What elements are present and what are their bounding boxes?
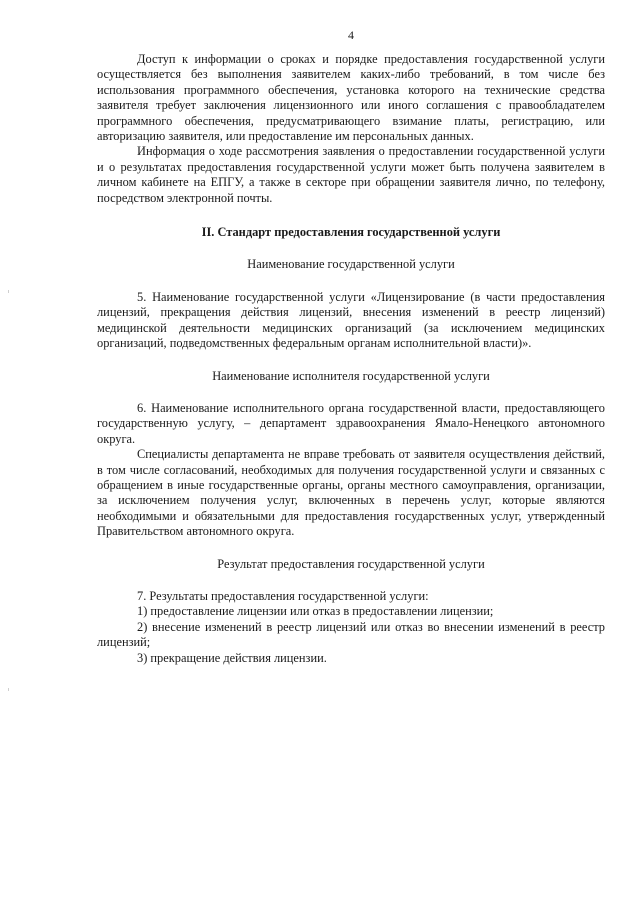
list-item-result-1: 1) предоставление лицензии или отказ в предоставлении лицензии;	[137, 604, 494, 619]
subsection-service-name	[97, 257, 605, 351]
paragraph-access-info: Доступ к информации о сроках и порядке предоставления государственной услуги осуществляется без выполнения заявителем каких-либо требований, в том числе без использования программного обеспечения, установка которого на технические средства заявителя требует заключения лицензионного или иного соглашения с правообладателем программного обеспечения, предусматривающего взимание платы, регистрацию, или авторизацию заявителя, или предоставление им персональных данных.	[97, 52, 605, 144]
list-item-result-2: 2) внесение изменений в реестр лицензий или отказ во внесении изменений в реестр лицензий;	[97, 619, 605, 650]
section-title: II. Стандарт предоставления государственной услуги	[201, 225, 501, 240]
subsection-title: Наименование государственной услуги	[247, 257, 455, 272]
paragraph-specialists: Специалисты департамента не вправе требовать от заявителя осуществления действий, в том числе согласований, необходимых для получения государственной услуги и связанных с обращением в иные государственные органы, органы местного самоуправления, организации, за исключением получения услуг, включенных в перечень услуг, которые являются необходимыми и обязательными для предоставления государственных услуг, утвержденный Правительством автономного округа.	[97, 447, 605, 539]
scan-margin-mark	[8, 688, 9, 691]
scan-margin-mark	[8, 290, 9, 293]
paragraph-item-5: 5. Наименование государственной услуги «Лицензирование (в части предоставления лицензий, прекращения действия лицензий, внесения изменений в реестр лицензий) медицинской деятельности медицинских организаций (за исключением медицинских организаций, подведомственных федеральным органам исполнительной власти)».	[97, 289, 605, 351]
paragraph-item-7: 7. Результаты предоставления государственной услуги:	[137, 588, 429, 603]
subsection-title: Результат предоставления государственной услуги	[217, 556, 485, 571]
subsection-executor-name	[97, 369, 605, 540]
list-item-result-3: 3) прекращение действия лицензии.	[137, 650, 327, 665]
subsection-title: Наименование исполнителя государственной услуги	[212, 368, 490, 383]
paragraph-item-6: 6. Наименование исполнительного органа государственной власти, предоставляющего государственную услугу, – департамент здравоохранения Ямало-Ненецкого автономного округа.	[97, 400, 605, 446]
paragraph-status-info: Информация о ходе рассмотрения заявления о предоставлении государственной услуги и о результатах предоставления государственной услуги может быть получена заявителем в личном кабинете на ЕПГУ, а также в секторе при обращении заявителя лично, по телефону, посредством электронной почты.	[97, 144, 605, 205]
document-page	[97, 28, 605, 666]
page-number: 4	[348, 28, 354, 42]
subsection-service-result	[97, 557, 605, 666]
